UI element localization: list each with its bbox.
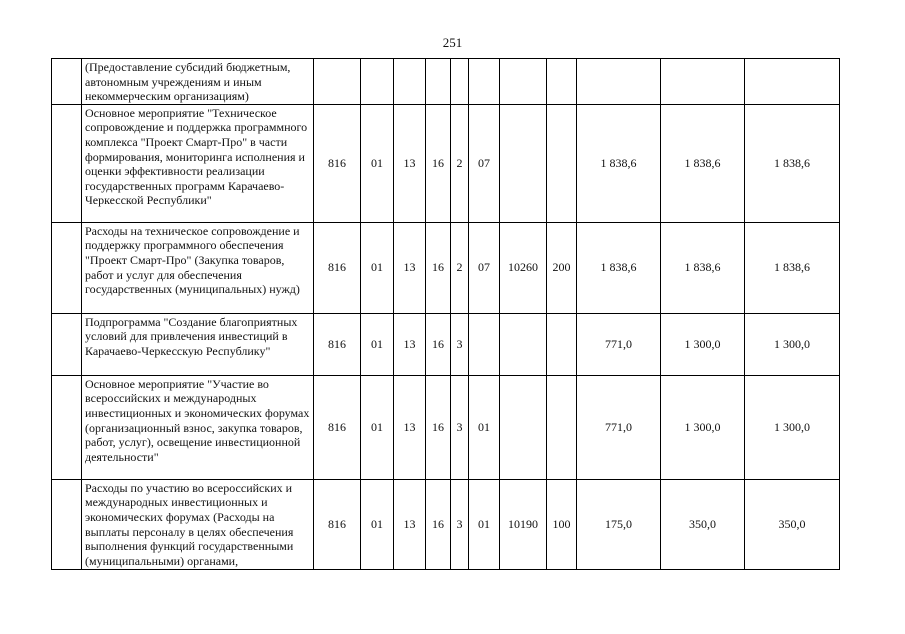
section-code xyxy=(361,59,394,105)
section-code: 01 xyxy=(361,313,394,375)
amount-year-3: 1 300,0 xyxy=(745,313,840,375)
subprogram-code: 2 xyxy=(451,104,469,222)
amount-year-2: 1 300,0 xyxy=(661,375,745,479)
amount-year-3: 1 300,0 xyxy=(745,375,840,479)
ministry-code xyxy=(314,59,361,105)
ministry-code: 816 xyxy=(314,479,361,569)
subprogram-code: 3 xyxy=(451,375,469,479)
section-code: 01 xyxy=(361,104,394,222)
direction-code xyxy=(500,59,547,105)
program-code: 16 xyxy=(426,375,451,479)
ministry-code: 816 xyxy=(314,375,361,479)
row-name: Подпрограмма "Создание благоприятных условий для привлечения инвестиций в Карачаево-Черкесскую Республику" xyxy=(82,313,314,375)
amount-year-3: 350,0 xyxy=(745,479,840,569)
amount-year-3: 1 838,6 xyxy=(745,104,840,222)
program-code: 16 xyxy=(426,479,451,569)
amount-year-1: 771,0 xyxy=(577,313,661,375)
blank-cell xyxy=(52,104,82,222)
row-name: (Предоставление субсидий бюджетным, автономным учреждениям и иным некоммерческим организациям) xyxy=(82,59,314,105)
amount-year-1 xyxy=(577,59,661,105)
budget-table xyxy=(51,58,840,570)
amount-year-2: 1 300,0 xyxy=(661,313,745,375)
event-code: 07 xyxy=(469,222,500,313)
expense-type-code: 200 xyxy=(547,222,577,313)
subsection-code: 13 xyxy=(394,313,426,375)
direction-code: 10260 xyxy=(500,222,547,313)
section-code: 01 xyxy=(361,375,394,479)
expense-type-code xyxy=(547,59,577,105)
table-row xyxy=(52,222,840,313)
subprogram-code: 3 xyxy=(451,313,469,375)
subsection-code: 13 xyxy=(394,222,426,313)
expense-type-code: 100 xyxy=(547,479,577,569)
subprogram-code: 3 xyxy=(451,479,469,569)
program-code: 16 xyxy=(426,313,451,375)
section-code: 01 xyxy=(361,222,394,313)
amount-year-2: 350,0 xyxy=(661,479,745,569)
blank-cell xyxy=(52,313,82,375)
program-code: 16 xyxy=(426,222,451,313)
event-code xyxy=(469,313,500,375)
amount-year-3: 1 838,6 xyxy=(745,222,840,313)
direction-code: 10190 xyxy=(500,479,547,569)
expense-type-code xyxy=(547,104,577,222)
ministry-code: 816 xyxy=(314,313,361,375)
blank-cell xyxy=(52,59,82,105)
subprogram-code xyxy=(451,59,469,105)
subsection-code xyxy=(394,59,426,105)
event-code: 01 xyxy=(469,479,500,569)
direction-code xyxy=(500,313,547,375)
page-number: 251 xyxy=(442,35,463,50)
subsection-code: 13 xyxy=(394,375,426,479)
table-row xyxy=(52,375,840,479)
table-row xyxy=(52,479,840,569)
blank-cell xyxy=(52,375,82,479)
expense-type-code xyxy=(547,313,577,375)
amount-year-2: 1 838,6 xyxy=(661,104,745,222)
table-row xyxy=(52,59,840,105)
amount-year-1: 1 838,6 xyxy=(577,104,661,222)
amount-year-2 xyxy=(661,59,745,105)
event-code xyxy=(469,59,500,105)
section-code: 01 xyxy=(361,479,394,569)
event-code: 07 xyxy=(469,104,500,222)
subsection-code: 13 xyxy=(394,479,426,569)
direction-code xyxy=(500,375,547,479)
table-row xyxy=(52,313,840,375)
amount-year-1: 1 838,6 xyxy=(577,222,661,313)
amount-year-2: 1 838,6 xyxy=(661,222,745,313)
blank-cell xyxy=(52,479,82,569)
subsection-code: 13 xyxy=(394,104,426,222)
table-row xyxy=(52,104,840,222)
amount-year-3 xyxy=(745,59,840,105)
event-code: 01 xyxy=(469,375,500,479)
amount-year-1: 175,0 xyxy=(577,479,661,569)
subprogram-code: 2 xyxy=(451,222,469,313)
ministry-code: 816 xyxy=(314,222,361,313)
blank-cell xyxy=(52,222,82,313)
direction-code xyxy=(500,104,547,222)
row-name: Основное мероприятие "Техническое сопровождение и поддержка программного комплекса "Проект Смарт-Про" в части формирования, мониторинга исполнения и оценки эффективности реализации государственных программ Карачаево-Черкесской Республики" xyxy=(82,104,314,222)
amount-year-1: 771,0 xyxy=(577,375,661,479)
row-name: Расходы по участию во всероссийских и международных инвестиционных и экономических форумах (Расходы на выплаты персоналу в целях обеспечения выполнения функций государственными (муниципальными) органами, xyxy=(82,479,314,569)
expense-type-code xyxy=(547,375,577,479)
row-name: Расходы на техническое сопровождение и поддержку программного обеспечения "Проект Смарт-Про" (Закупка товаров, работ и услуг для обеспечения государственных (муниципальных) нужд) xyxy=(82,222,314,313)
program-code: 16 xyxy=(426,104,451,222)
program-code xyxy=(426,59,451,105)
ministry-code: 816 xyxy=(314,104,361,222)
row-name: Основное мероприятие "Участие во всероссийских и международных инвестиционных и экономических форумах (организационный взнос, закупка товаров, работ, услуг), освещение инвестиционной деятельности" xyxy=(82,375,314,479)
